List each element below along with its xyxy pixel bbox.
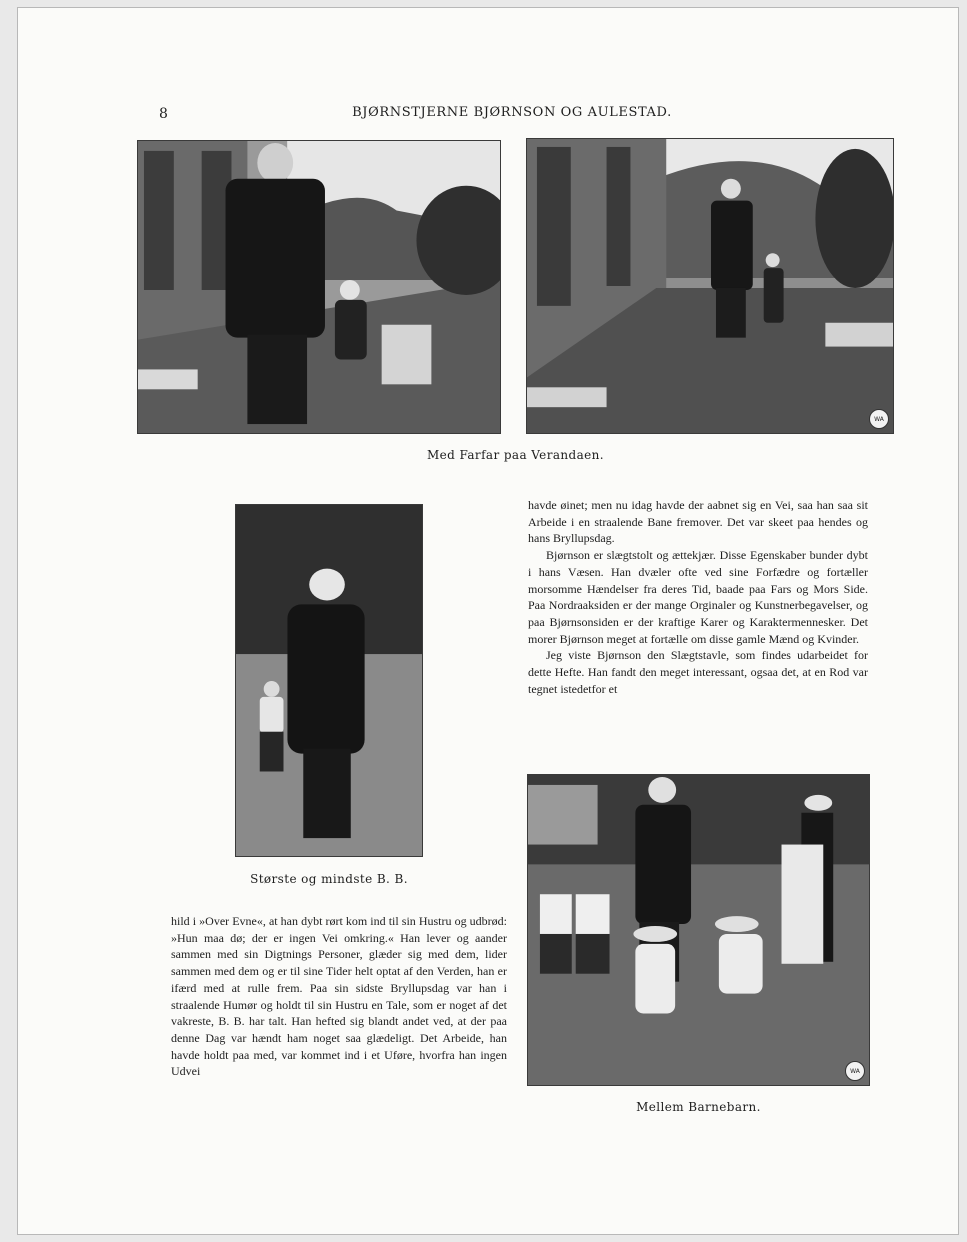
paragraph: hild i »Over Evne«, at han dybt rørt kom ind til sin Hustru og udbrød: »Hun maa dø; der er ingen Vei omkring.« Han lever og aander sammen med sin Digtnings Personer, glæder sig med dem, lider sammen med dem og er til sine Tider helt optat af den Verden, han er ifærd med at rulle frem. Paa sin sidste Bryllupsdag var han i straalende Humør og holdt til sin Hustru en Tale, som er noget af det vakreste, B. B. har talt. Han hefted sig blandt andet ved, at der paa denne Dag var hændt ham noget saa glædeligt. Det Arbeide, han havde holdt paa med, var kommet ind i et Uføre, hvorfra han ingen Udvei — [171, 914, 507, 1079]
left-text-column — [171, 913, 507, 1080]
photo-stamp: WA — [869, 409, 889, 429]
veranda-photo-back-view — [137, 140, 501, 434]
photo-stamp: WA — [845, 1061, 865, 1081]
grandchildren-caption: Mellem Barnebarn. — [636, 1100, 761, 1114]
grandchildren-photo — [527, 774, 870, 1086]
paragraph: havde øinet; men nu idag havde der aabnet sig en Vei, saa han saa sit Arbeide i en straalende Bane fremover. Det var skeet paa hendes og hans Bryllupsdag. — [528, 498, 868, 546]
field-caption: Største og mindste B. B. — [250, 872, 408, 886]
page-number: 8 — [159, 106, 168, 122]
running-title: BJØRNSTJERNE BJØRNSON OG AULESTAD. — [352, 105, 672, 120]
paragraph: Bjørnson er slægtstolt og ættekjær. Disse Egenskaber bunder dybt i hans Væsen. Han dvæler ofte ved sine Forfædre og fortæller morsomme Hændelser fra deres Tid, baade paa Fars og Mors Side. Paa Nordraaksiden er der mange Orginaler og Kunstnerbegavelser, og paa Bjørnsonsiden er der kraftige Karer og Karaktermennesker. Det morer Bjørnson meget at fortælle om disse gamle Mænd og Kvinder. — [528, 548, 868, 646]
veranda-photo-front-view — [526, 138, 894, 434]
right-text-column — [528, 497, 868, 697]
veranda-caption: Med Farfar paa Verandaen. — [426, 448, 604, 462]
paragraph: Jeg viste Bjørnson den Slægtstavle, som findes udarbeidet for dette Hefte. Han fandt den meget interessant, ogsaa det, at en Rod var tegnet istedetfor et — [528, 648, 868, 696]
field-photo — [235, 504, 423, 857]
